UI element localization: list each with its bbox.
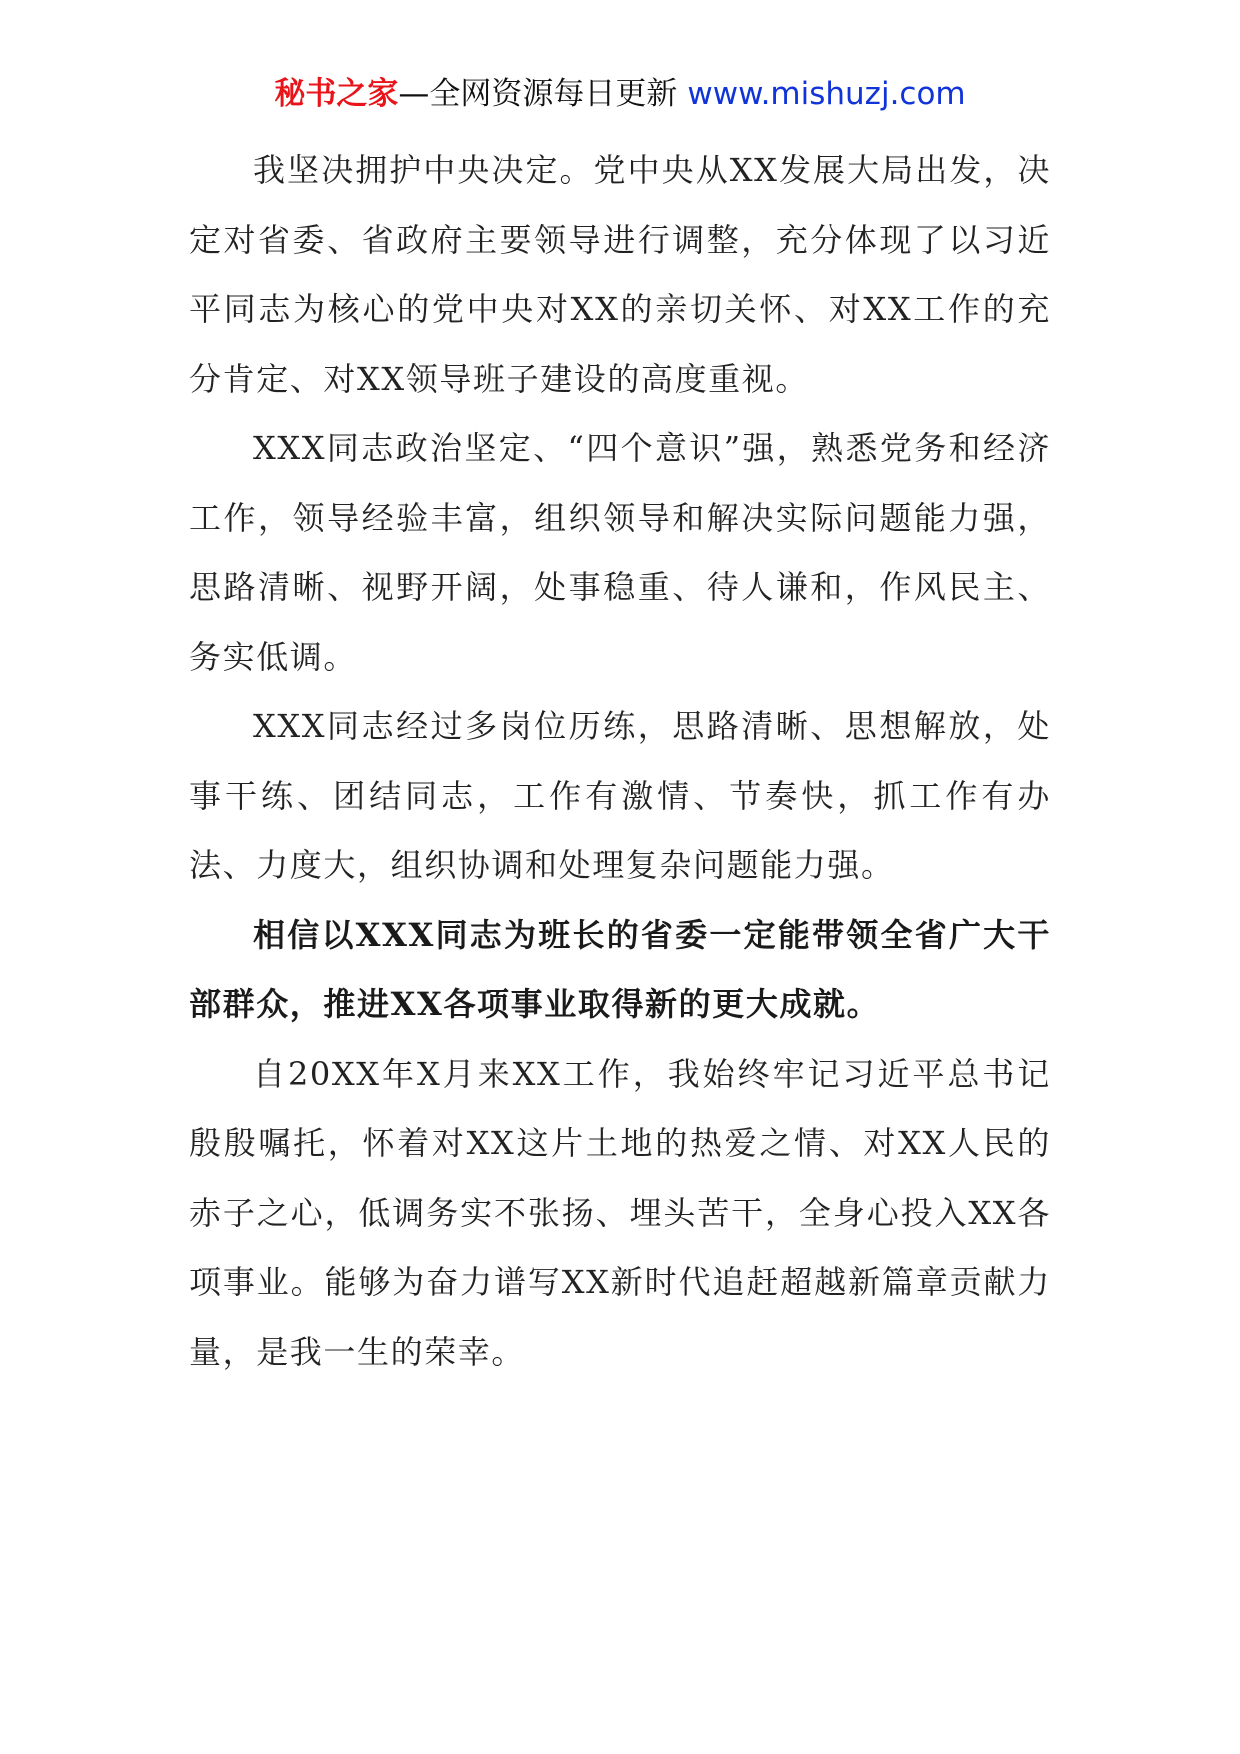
site-url-link[interactable]: www.mishuzj.com bbox=[687, 76, 966, 112]
paragraph-2: XXX同志政治坚定、“四个意识”强，熟悉党务和经济工作，领导经验丰富，组织领导和解决实际问题能力强，思路清晰、视野开阔，处事稳重、待人谦和，作风民主、务实低调。 bbox=[189, 429, 1051, 676]
brand-name: 秘书之家 bbox=[274, 76, 399, 112]
paragraph-4-bold: 相信以XXX同志为班长的省委一定能带领全省广大干部群众，推进XX各项事业取得新的更大成就。 bbox=[189, 915, 1051, 1023]
document-body bbox=[189, 136, 1051, 1387]
paragraph-5: 自20XX年X月来XX工作，我始终牢记习近平总书记殷殷嘱托，怀着对XX这片土地的热爱之情、对XX人民的赤子之心，低调务实不张扬、埋头苦干，全身心投入XX各项事业。能够为奋力谱写XX新时代追赶超越新篇章贡献力量，是我一生的荣幸。 bbox=[189, 1054, 1051, 1371]
page-header bbox=[0, 66, 1240, 122]
header-tagline: —全网资源每日更新 bbox=[398, 76, 678, 112]
paragraph-1: 我坚决拥护中央决定。党中央从XX发展大局出发，决定对省委、省政府主要领导进行调整，充分体现了以习近平同志为核心的党中央对XX的亲切关怀、对XX工作的充分肯定、对XX领导班子建设的高度重视。 bbox=[189, 151, 1051, 398]
paragraph-3: XXX同志经过多岗位历练，思路清晰、思想解放，处事干练、团结同志，工作有激情、节奏快，抓工作有办法、力度大，组织协调和处理复杂问题能力强。 bbox=[189, 707, 1051, 884]
